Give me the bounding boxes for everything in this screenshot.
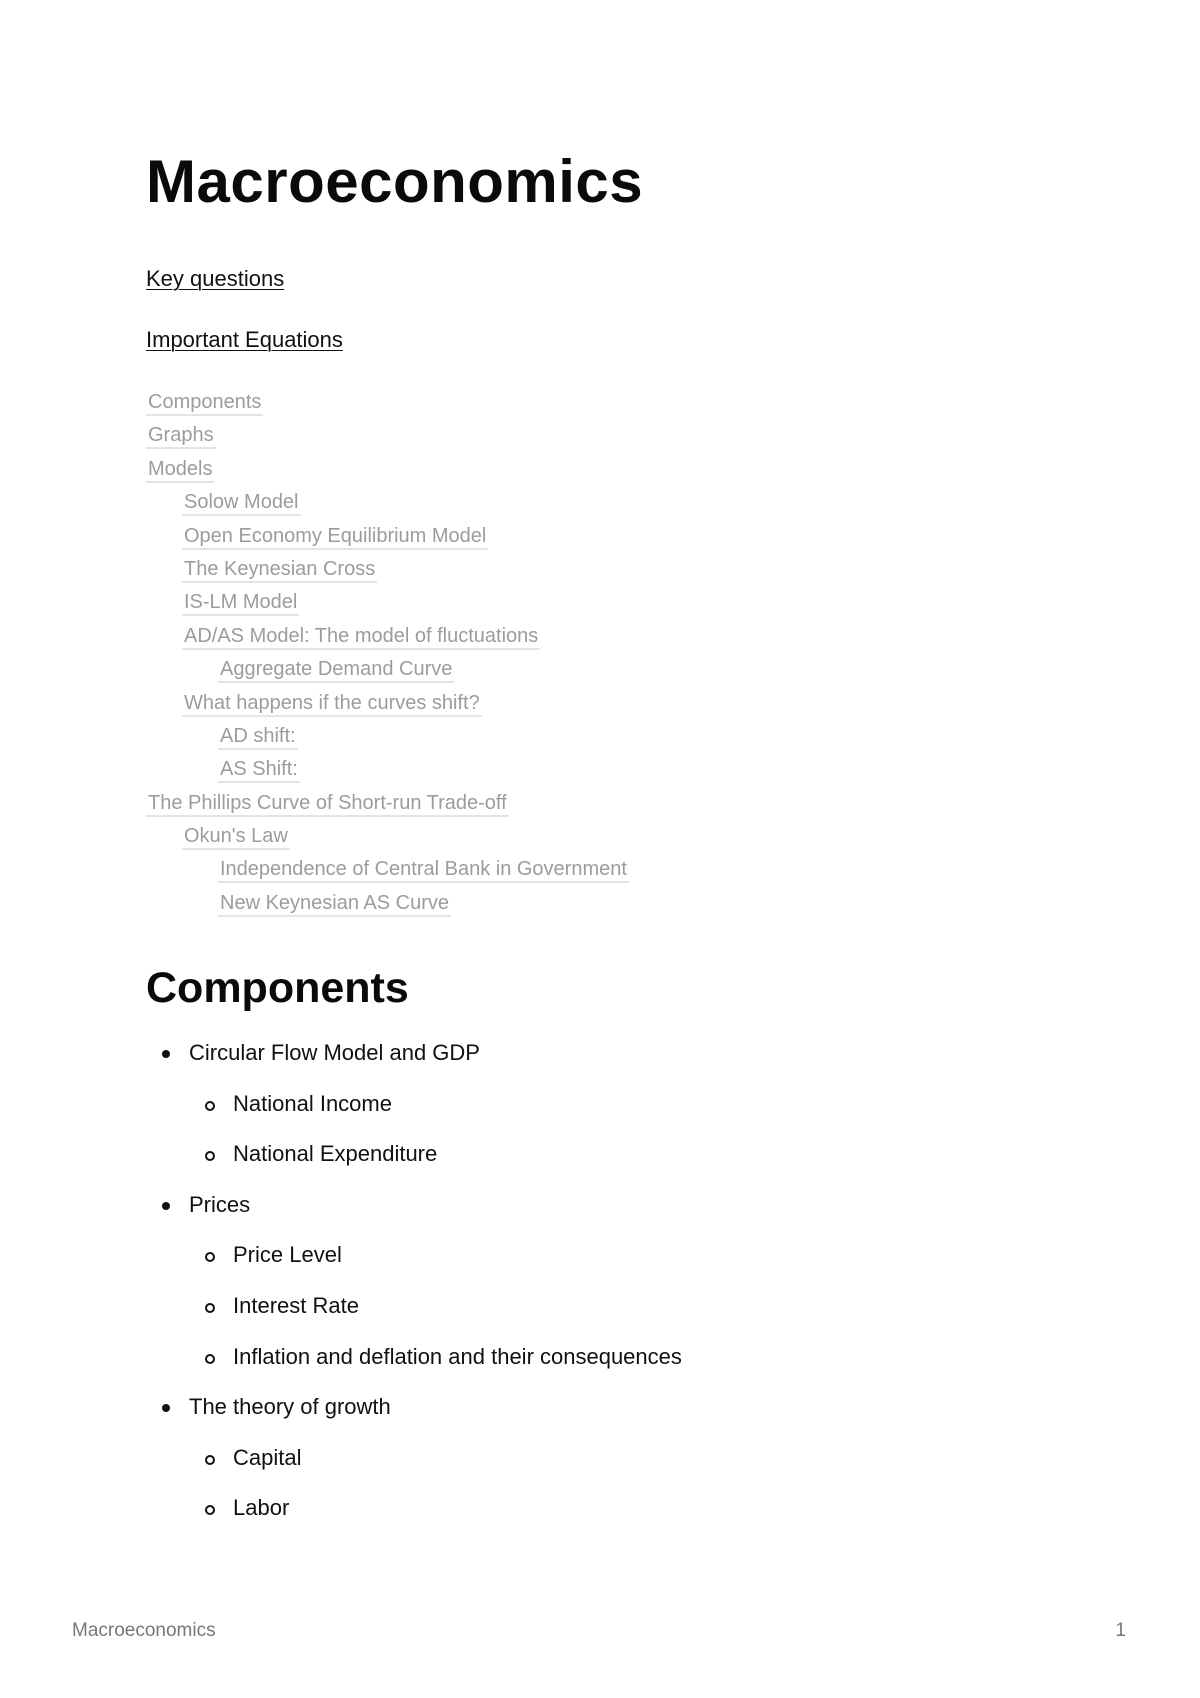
toc-item — [146, 853, 629, 886]
toc-item — [146, 520, 629, 553]
hollow-bullet-icon — [205, 1354, 215, 1364]
list-item-label: Prices — [189, 1191, 251, 1217]
page-title: Macroeconomics — [146, 148, 644, 215]
bullet-icon — [162, 1404, 170, 1412]
toc-link[interactable]: Okun's Law — [182, 825, 290, 850]
list-item — [146, 1332, 682, 1383]
list-item-label: Interest Rate — [233, 1292, 359, 1318]
toc-link[interactable]: Models — [146, 458, 214, 483]
hollow-bullet-icon — [205, 1151, 215, 1161]
toc-link[interactable]: Graphs — [146, 424, 216, 449]
list-item-label: The theory of growth — [189, 1394, 391, 1420]
toc-link[interactable]: Solow Model — [182, 491, 301, 516]
toc-item — [146, 419, 629, 452]
list-item-label: National Expenditure — [233, 1141, 438, 1167]
toc-item — [146, 720, 629, 753]
toc-item — [146, 653, 629, 686]
list-item — [146, 1281, 682, 1332]
key-questions-link[interactable]: Key questions — [146, 266, 285, 291]
toc-item — [146, 453, 629, 486]
toc-link[interactable]: Aggregate Demand Curve — [218, 658, 454, 683]
toc-link[interactable]: Components — [146, 391, 263, 416]
list-item-label: Inflation and deflation and their consequences — [233, 1343, 682, 1369]
list-item-label: Price Level — [233, 1242, 342, 1268]
bullet-icon — [162, 1050, 170, 1058]
toc-link[interactable]: AS Shift: — [218, 758, 300, 783]
list-item — [146, 1180, 682, 1231]
toc-link[interactable]: Independence of Central Bank in Government — [218, 858, 629, 883]
toc-item — [146, 887, 629, 920]
hollow-bullet-icon — [205, 1303, 215, 1313]
list-item — [146, 1079, 682, 1130]
list-item — [146, 1230, 682, 1281]
important-equations-link[interactable]: Important Equations — [146, 327, 343, 352]
toc-item — [146, 820, 629, 853]
toc-link[interactable]: The Phillips Curve of Short-run Trade-off — [146, 792, 509, 817]
toc-item — [146, 620, 629, 653]
hollow-bullet-icon — [205, 1252, 215, 1262]
section-heading: Components — [146, 964, 409, 1012]
footer-title: Macroeconomics — [72, 1620, 216, 1641]
list-item-label: National Income — [233, 1090, 392, 1116]
bullet-icon — [162, 1202, 170, 1210]
list-item — [146, 1382, 682, 1433]
list-item-label: Circular Flow Model and GDP — [189, 1040, 480, 1065]
toc-item — [146, 386, 629, 419]
toc-item — [146, 486, 629, 519]
list-item — [146, 1483, 682, 1534]
toc-item — [146, 553, 629, 586]
toc-item — [146, 586, 629, 619]
list-item — [146, 1129, 682, 1180]
toc-link[interactable]: New Keynesian AS Curve — [218, 892, 451, 917]
table-of-contents — [146, 386, 629, 920]
toc-link[interactable]: What happens if the curves shift? — [182, 692, 482, 717]
toc-link[interactable]: IS-LM Model — [182, 591, 299, 616]
page-number: 1 — [1115, 1620, 1126, 1641]
toc-link[interactable]: AD/AS Model: The model of fluctuations — [182, 625, 540, 650]
toc-link[interactable]: Open Economy Equilibrium Model — [182, 525, 488, 550]
toc-link[interactable]: The Keynesian Cross — [182, 558, 377, 583]
list-item — [146, 1433, 682, 1484]
toc-item — [146, 753, 629, 786]
hollow-bullet-icon — [205, 1505, 215, 1515]
toc-item — [146, 787, 629, 820]
toc-item — [146, 687, 629, 720]
list-item — [146, 1028, 682, 1079]
components-list — [146, 1028, 682, 1534]
toc-link[interactable]: AD shift: — [218, 725, 298, 750]
list-item-label: Labor — [233, 1495, 290, 1521]
hollow-bullet-icon — [205, 1455, 215, 1465]
hollow-bullet-icon — [205, 1101, 215, 1111]
list-item-label: Capital — [233, 1444, 302, 1470]
